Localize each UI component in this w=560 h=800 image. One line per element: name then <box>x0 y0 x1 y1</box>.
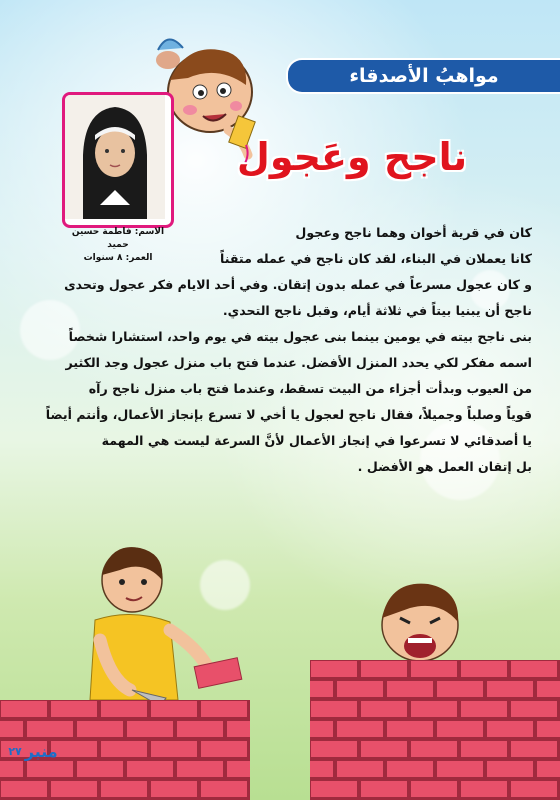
story-line: بل إتقان العمل هو الأفضل . <box>357 459 532 474</box>
story-body <box>32 220 532 480</box>
story-line: كان في قرية أخوان وهما ناجح وعجول <box>295 225 532 240</box>
story-line: و كان عجول مسرعاً في عمله بدون إتقان. وفي أحد الايام فكر عجول وتحدى <box>64 277 532 292</box>
story-line: اسمه مفكر لكي يحدد المنزل الأفضل. عندما فتح باب منزل عجول وجد الكثير <box>65 355 532 370</box>
author-name: الاسم: فاطمة حسين حميد <box>71 227 165 250</box>
page-number: ٢٧ <box>8 744 22 758</box>
right-brick-wall <box>310 660 560 800</box>
story-title: ناجح وعَجول <box>236 135 468 179</box>
author-photo <box>62 92 174 228</box>
story-line: من العيوب وبدأت أجزاء من البيت تسقط، وعندما فتح باب منزل ناجح رآه <box>88 381 532 396</box>
author-age: العمر: ٨ سنوات <box>83 253 153 263</box>
magazine-logo-text: منبر <box>24 741 58 761</box>
story-line: قوياً وصلباً وجميلاً، فقال ناجح لعجول يا أخي لا تسرع بإنجاز الأعمال، وأنتم أيضاً <box>45 407 532 422</box>
story-line: كانا يعملان في البناء، لقد كان ناجح في عمله متقناً <box>220 251 532 266</box>
story-line: ناجح أن يبنيا بيتاً في ثلاثة أيام، وقبل ناجح التحدي. <box>222 303 532 318</box>
section-title: مواهبُ الأصدقاء <box>349 65 499 87</box>
magazine-logo <box>6 736 60 766</box>
story-line: يا أصدقائي لا تسرعوا في إنجاز الأعمال لأنَّ السرعة ليست هي المهمة <box>101 433 532 448</box>
section-header <box>286 58 560 94</box>
story-line: بنى ناجح بيته في يومين بينما بنى عجول بيته في يوم واحد، استشارا شخصاً <box>68 329 532 344</box>
boy-with-brick-illustration <box>70 540 260 720</box>
portrait-image <box>65 95 165 219</box>
